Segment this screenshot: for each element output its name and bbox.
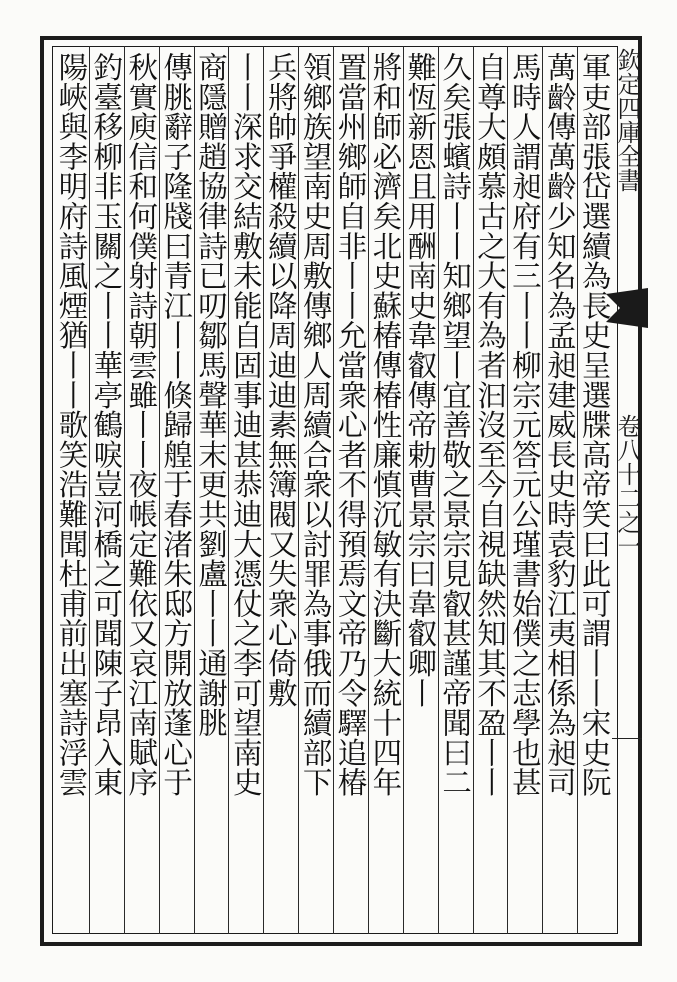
book-title: 欽定四庫全書 bbox=[613, 48, 641, 192]
text-column: 自尊大頗慕古之大有為者汩沒至今自視缺然知其不盈丨丨 bbox=[472, 52, 507, 797]
text-column: 置當州鄉師自非丨丨允當衆心者不得預焉文帝乃令驛追椿 bbox=[333, 52, 368, 797]
text-column: 難恆新恩且用酬南史韋叡傳帝勅曹景宗曰韋叡卿丨 bbox=[403, 52, 438, 708]
text-column: 將和師必濟矣北史蘇椿傳椿性廉慎沉敏有決斷大統十四年 bbox=[368, 52, 403, 797]
text-column: 馬時人謂昶府有三丨丨柳宗元答元公瑾書始僕之志學也甚 bbox=[507, 52, 542, 797]
text-column: 久矣張蠙詩丨丨知鄉望丨宜善敬之景宗見叡甚謹帝聞曰二 bbox=[438, 52, 473, 797]
text-column: 傳朓辭子隆牋曰青江丨丨倏歸艎于春渚朱邸方開放蓬心于 bbox=[159, 52, 194, 797]
text-column: 軍吏部張岱選續為長史呈選牒高帝笑曰此可謂丨丨宋史阮 bbox=[577, 52, 612, 797]
text-column: 萬齡傳萬齡少知名為孟昶建威長史時袁豹江夷相係為昶司 bbox=[542, 52, 577, 797]
text-column: 領鄉族望南史周敷傳鄉人周續合衆以討罪為事俄而續部下 bbox=[298, 52, 333, 797]
text-column: 陽峽與李明府詩風煙猶丨丨歌笑浩難聞杜甫前出塞詩浮雲 bbox=[54, 52, 89, 797]
text-column: 商隱贈趙協律詩已叨鄒馬聲華末更共劉盧丨丨通謝朓 bbox=[193, 52, 228, 738]
text-column: 釣臺移柳非玉關之丨丨華亭鶴唳豈河橋之可聞陳子昂入東 bbox=[89, 52, 124, 797]
text-column: 丨丨深求交結敷未能自固事迪甚恭迪大憑仗之李可望南史 bbox=[228, 52, 263, 797]
page-margin-strip bbox=[612, 48, 642, 933]
margin-divider bbox=[612, 738, 642, 739]
volume-label: 卷八十二之一 bbox=[613, 414, 641, 558]
text-column: 秋實庾信和何僕射詩朝雲雖丨丨夜帳定難依又哀江南賦序 bbox=[124, 52, 159, 797]
text-column: 兵將帥爭權殺續以降周迪迪素無簿閥又失衆心倚敷 bbox=[263, 52, 298, 708]
